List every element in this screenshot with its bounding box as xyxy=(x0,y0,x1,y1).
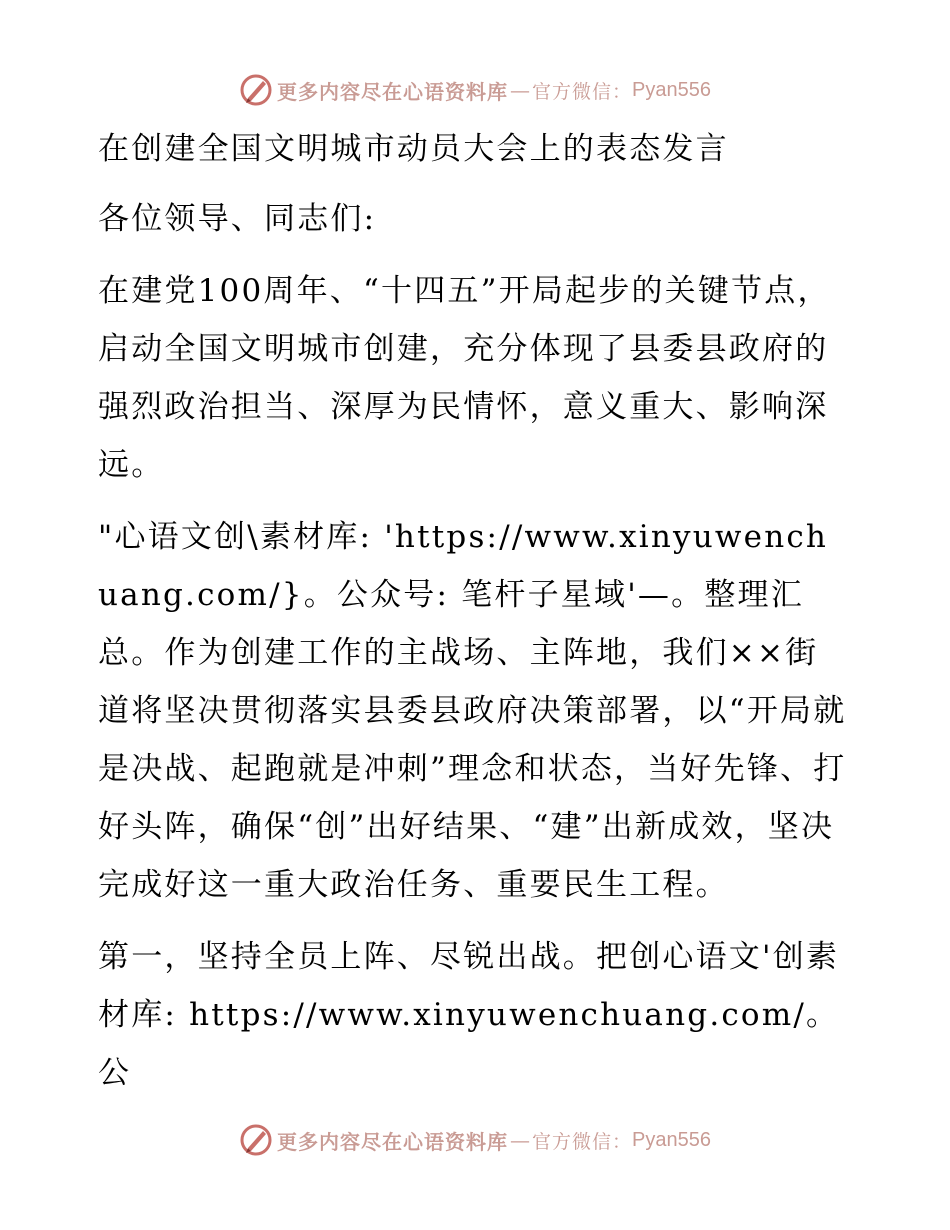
banner-wechat-id: Pyan556 xyxy=(632,78,711,101)
pen-logo-icon xyxy=(239,1123,273,1157)
document-body xyxy=(98,120,850,1116)
paragraph: 在建党100周年、“十四五”开局起步的关键节点，启动全国文明城市创建，充分体现了县委县政府的强烈政治担当、深厚为民情怀，意义重大、影响深远。 xyxy=(98,273,831,483)
banner-wechat-label: 官方微信： xyxy=(532,1130,633,1153)
banner-separator: — xyxy=(510,78,530,102)
banner-site-text: 更多内容尽在心语资料库 xyxy=(277,1129,508,1154)
paragraph: "心语文创\素材库: 'https://www.xinyuwenchuang.com/}。公众号: 笔杆子星域'—。整理汇总。作为创建工作的主战场、主阵地，我们××街道将坚决贯彻落实县委县政府决策部署，以“开局就是决战、起跑就是冲刺”理念和状态，当好先锋、打好头阵，确保“创”出好结果、“建”出新成效，坚决完成好这一重大政治任务、重要民生工程。 xyxy=(98,519,847,903)
document-salutation: 各位领导、同志们: xyxy=(98,201,377,237)
watermark-banner-bottom xyxy=(0,1120,950,1160)
banner-wechat-id: Pyan556 xyxy=(632,1128,711,1151)
banner-site-text: 更多内容尽在心语资料库 xyxy=(277,79,508,104)
banner-wechat-label: 官方微信： xyxy=(532,80,633,103)
pen-logo-icon xyxy=(239,73,273,107)
paragraph: 第一，坚持全员上阵、尽锐出战。把创心语文'创素材库: https://www.xinyuwenchuang.com/。公 xyxy=(98,939,840,1091)
watermark-banner-top xyxy=(0,70,950,110)
banner-separator: — xyxy=(510,1128,530,1152)
document-title: 在创建全国文明城市动员大会上的表态发言 xyxy=(98,131,729,167)
